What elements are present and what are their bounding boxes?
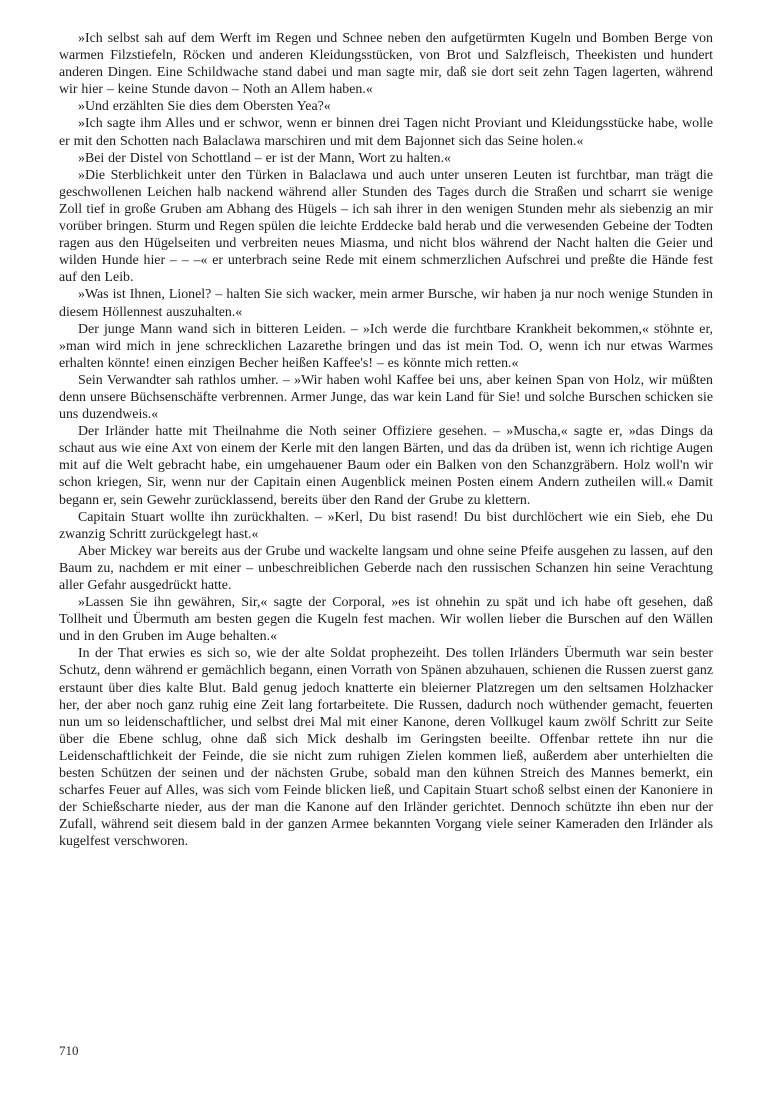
paragraph: »Ich selbst sah auf dem Werft im Regen und Schnee neben den aufgetürmten Kugeln und Bomben Berge von warmen Filzstiefeln, Röcken und anderen Kleidungsstücken, von Brot und Salzfleisch, Theekisten und hundert anderen Dingen. Eine Schildwache stand dabei und man sagte mir, daß sie dort seit zehn Tagen lagerten, während wir hier – keine Stunde davon – Noth an Allem haben.« — [59, 31, 713, 98]
paragraph: »Die Sterblichkeit unter den Türken in Balaclawa und auch unter unseren Leuten ist furchtbar, man trägt die geschwollenen Leichen halb nackend während aller Stunden des Tages durch die Straßen und scharrt sie wenige Zoll tief in große Gruben am Abhang des Hügels – ich sah ihrer in den wenigen Stunden mehr als siebenzig an mir vorüber bringen. Sturm und Regen spülen die leichte Erddecke bald herab und die verwesenden Gebeine der Todten ragen aus den Hügelseiten und verbreiten neues Miasma, und nicht blos während der Nacht halten die Geier und wilden Hunde hier – – –« er unterbrach seine Rede mit einem schmerzlichen Aufschrei und preßte die Hände fest auf den Leib. — [59, 167, 713, 286]
paragraph: In der That erwies es sich so, wie der alte Soldat prophezeiht. Des tollen Irländers Übermuth war sein bester Schutz, denn während er gemächlich begann, einen Vorrath von Spänen abzuhauen, schienen die Russen zuerst ganz erstaunt über dies kalte Blut. Bald genug jedoch knatterte ein bleierner Platzregen um den seltsamen Holzhacker her, der aber noch ganz ruhig eine Zeit lang fortarbeitete. Die Russen, dadurch noch wüthender gemacht, feuerten nun um so leidenschaftlicher, und selbst drei Mal mit einer Kanone, deren Vollkugel kaum zwölf Schritt zur Seite über die Ebene schlug, ohne daß sich Mick deshalb im Geringsten beeilte. Offenbar rettete ihn nur die Leidenschaftlichkeit der Feinde, die sie nicht zum ruhigen Zielen kommen ließ, außerdem aber unterhielten die besten Schützen der seinen und der nächsten Grube, sobald man den kühnen Streich des Mannes bemerkt, ein scharfes Feuer auf Alles, was sich vom Feinde blicken ließ, und Capitain Stuart schoß selbst einen der Kanoniere in der Schießscharte nieder, aus der man die Kanone auf den Irländer gerichtet. Dennoch schützte ihn eben nur der Zufall, während seit diesem bald in der ganzen Armee bekannten Vorgang viele seiner Kameraden den Irländer als kugelfest verschworen. — [59, 646, 713, 850]
paragraph: Aber Mickey war bereits aus der Grube und wackelte langsam und ohne seine Pfeife ausgehen zu lassen, auf den Baum zu, nachdem er mit einer – unbeschreiblichen Geberde nach den russischen Schanzen hin seine Verachtung aller Gefahr ausgedrückt hatte. — [59, 543, 713, 593]
paragraph: »Lassen Sie ihn gewähren, Sir,« sagte der Corporal, »es ist ohnehin zu spät und ich habe oft gesehen, daß Tollheit und Übermuth am besten gegen die Kugeln fest machen. Wir wollen lieber die Burschen auf den Wällen und in den Gruben im Auge behalten.« — [59, 595, 713, 645]
paragraph: Capitain Stuart wollte ihn zurückhalten. – »Kerl, Du bist rasend! Du bist durchlöchert wie ein Sieb, ehe Du zwanzig Schritt zurückgelegt hast.« — [59, 509, 713, 542]
paragraph: »Bei der Distel von Schottland – er ist der Mann, Wort zu halten.« — [78, 150, 451, 166]
text-block — [59, 30, 713, 851]
paragraph: »Was ist Ihnen, Lionel? – halten Sie sich wacker, mein armer Bursche, wir haben ja nur noch wenige Stunden in diesem Höllennest auszuhalten.« — [59, 287, 713, 320]
paragraph: Der junge Mann wand sich in bitteren Leiden. – »Ich werde die furchtbare Krankheit bekommen,« stöhnte er, »man wird mich in jene schrecklichen Lazarethe bringen und das ist mein Tod. O, wenn ich nur etwas Warmes erhalten könnte! einen einzigen Becher heißen Kaffee's! – es könnte mich retten.« — [59, 321, 713, 371]
paragraph: Der Irländer hatte mit Theilnahme die Noth seiner Offiziere gesehen. – »Muscha,« sagte er, »das Dings da schaut aus wie eine Axt von einem der Kerle mit den langen Bärten, und das da drüben ist, wenn ich richtige Augen mit auf die Welt gebracht habe, ein umgehauener Baum oder ein Balken von den Schanzgräbern. Holz woll'n wir schon kriegen, Sir, wenn nur der Capitain einen Augenblick meinen Posten einem Andern zutheilen will.« Damit begann er, sein Gewehr zurücklassend, bereits über den Rand der Grube zu klettern. — [59, 424, 713, 508]
paragraph: »Und erzählten Sie dies dem Obersten Yea?« — [78, 99, 331, 115]
page-number: 710 — [59, 1043, 79, 1058]
paragraph: »Ich sagte ihm Alles und er schwor, wenn er binnen drei Tagen nicht Proviant und Kleidungsstücke habe, wolle er mit den Schotten nach Balaclawa marschiren und mit dem Bajonnet sich das Seine holen.« — [59, 116, 713, 149]
paragraph: Sein Verwandter sah rathlos umher. – »Wir haben wohl Kaffee bei uns, aber keinen Span von Holz, wir müßten denn unsere Büchsenschäfte verbrennen. Armer Junge, das war kein Land für Sie! und solche Burschen schicken sie uns duzendweis.« — [59, 372, 713, 423]
